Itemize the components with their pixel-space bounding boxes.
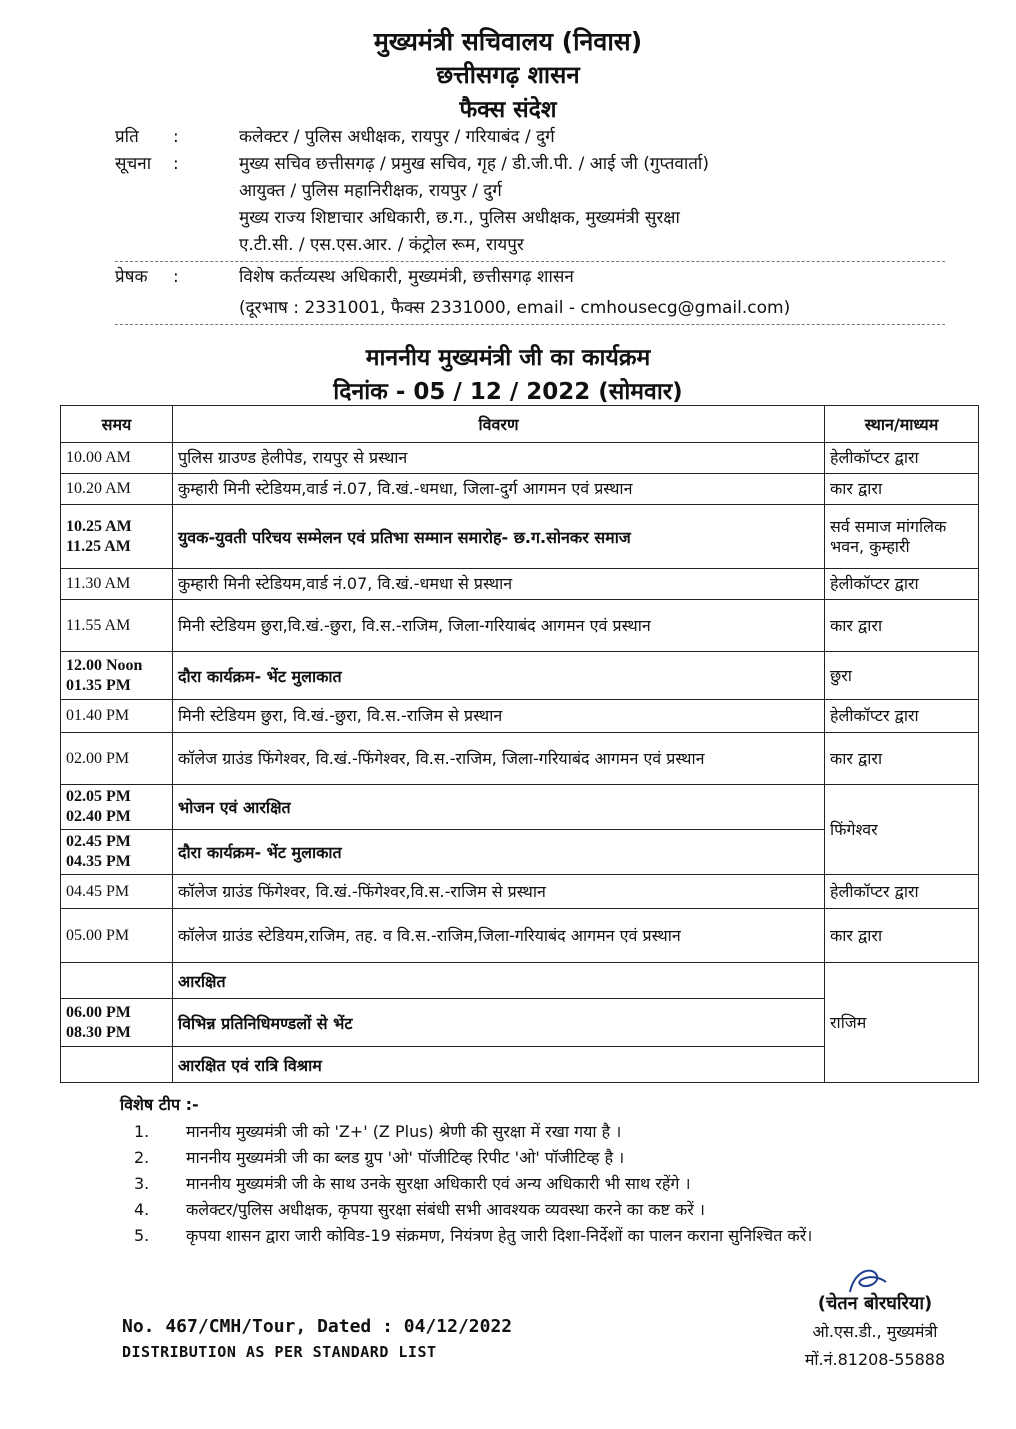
description-cell: आरक्षित — [173, 963, 825, 999]
description-cell: कॉलेज ग्राउंड फिंगेश्वर, वि.खं.-फिंगेश्वर, वि.स.-राजिम, जिला-गरियाबंद आगमन एवं प्रस्थान — [173, 733, 825, 785]
time-cell — [61, 999, 173, 1047]
office-title: मुख्यमंत्री सचिवालय (निवास) — [373, 27, 643, 56]
suchna-row — [115, 151, 945, 178]
description-cell: कॉलेज ग्राउंड फिंगेश्वर, वि.खं.-फिंगेश्वर,वि.स.-राजिम से प्रस्थान — [173, 875, 825, 909]
note-text: माननीय मुख्यमंत्री जी को 'Z+' (Z Plus) श्रेणी की सुरक्षा में रखा गया है । — [186, 1122, 622, 1141]
column-header-description: विवरण — [173, 406, 825, 443]
place-cell: हेलीकॉप्टर द्वारा — [825, 875, 979, 909]
note-number: 5. — [134, 1226, 150, 1245]
description-cell: आरक्षित एवं रात्रि विश्राम — [173, 1047, 825, 1083]
start-time: 12.00 Noon — [66, 656, 143, 674]
place-cell: हेलीकॉप्टर द्वारा — [825, 443, 979, 474]
colon: : — [173, 267, 179, 287]
end-time: 08.30 PM — [66, 1023, 131, 1041]
table-row — [61, 700, 979, 733]
preshak-value: विशेष कर्तव्यस्थ अधिकारी, मुख्यमंत्री, छत्तीसगढ़ शासन — [239, 267, 574, 287]
signatory-phone: मों.नं.81208-55888 — [804, 1350, 946, 1369]
time-cell: 11.55 AM — [61, 600, 173, 652]
description-cell: कुम्हारी मिनी स्टेडियम,वार्ड नं.07, वि.खं.-धमधा, जिला-दुर्ग आगमन एवं प्रस्थान — [173, 474, 825, 505]
description-cell: मिनी स्टेडियम छुरा,वि.खं.-छुरा, वि.स.-राजिम, जिला-गरियाबंद आगमन एवं प्रस्थान — [173, 600, 825, 652]
table-row — [61, 474, 979, 505]
time-cell — [61, 652, 173, 700]
description-cell: कॉलेज ग्राउंड स्टेडियम,राजिम, तह. व वि.स.-राजिम,जिला-गरियाबंद आगमन एवं प्रस्थान — [173, 909, 825, 963]
time-cell: 05.00 PM — [61, 909, 173, 963]
time-cell: 04.45 PM — [61, 875, 173, 909]
divider — [115, 324, 945, 325]
place-cell: कार द्वारा — [825, 733, 979, 785]
list-item — [120, 1119, 960, 1145]
description-cell: दौरा कार्यक्रम- भेंट मुलाकात — [173, 830, 825, 875]
table-row — [61, 733, 979, 785]
signatory-name: (चेतन बोरघरिया) — [817, 1293, 933, 1314]
recipients-block — [115, 124, 945, 327]
note-text: कलेक्टर/पुलिस अधीक्षक, कृपया सुरक्षा संबंधी सभी आवश्यक व्यवस्था करने का कष्ट करें । — [186, 1200, 705, 1219]
divider — [115, 261, 945, 262]
suchna-line: ए.टी.सी. / एस.एस.आर. / कंट्रोल रूम, रायपुर — [239, 235, 524, 255]
time-cell: 10.00 AM — [61, 443, 173, 474]
end-time: 02.40 PM — [66, 808, 131, 825]
reference-block — [122, 1316, 512, 1361]
column-header-place: स्थान/माध्यम — [825, 406, 979, 443]
note-number: 1. — [134, 1122, 150, 1141]
contact-line: (दूरभाष : 2331001, फैक्स 2331000, email - cmhousecg@gmail.com) — [239, 298, 791, 318]
table-row — [61, 652, 979, 700]
description-cell: कुम्हारी मिनी स्टेडियम,वार्ड नं.07, वि.खं.-धमधा से प्रस्थान — [173, 569, 825, 600]
schedule-table — [60, 405, 979, 1083]
table-row — [61, 443, 979, 474]
description-cell: युवक-युवती परिचय सम्मेलन एवं प्रतिभा सम्मान समारोह- छ.ग.सोनकर समाज — [173, 505, 825, 569]
preshak-row — [115, 264, 945, 291]
description-cell: दौरा कार्यक्रम- भेंट मुलाकात — [173, 652, 825, 700]
end-time: 11.25 AM — [66, 537, 131, 555]
note-number: 2. — [134, 1148, 150, 1167]
time-cell — [61, 505, 173, 569]
note-text: कृपया शासन द्वारा जारी कोविड-19 संक्रमण, नियंत्रण हेतु जारी दिशा-निर्देशों का पालन कराना सुनिश्चित करें। — [186, 1226, 813, 1245]
place-cell: कार द्वारा — [825, 909, 979, 963]
start-time: 06.00 PM — [66, 1003, 131, 1021]
time-cell: 10.20 AM — [61, 474, 173, 505]
description-cell: विभिन्न प्रतिनिधिमण्डलों से भेंट — [173, 999, 825, 1047]
place-cell: राजिम — [825, 963, 979, 1083]
description-cell: पुलिस ग्राउण्ड हेलीपेड, रायपुर से प्रस्थान — [173, 443, 825, 474]
start-time: 10.25 AM — [66, 517, 132, 535]
suchna-line: मुख्य सचिव छत्तीसगढ़ / प्रमुख सचिव, गृह / डी.जी.पी. / आई जी (गुप्तवार्ता) — [239, 154, 709, 174]
description-cell: मिनी स्टेडियम छुरा, वि.खं.-छुरा, वि.स.-राजिम से प्रस्थान — [173, 700, 825, 733]
table-row — [61, 505, 979, 569]
end-time: 04.35 PM — [66, 853, 131, 870]
signatory-title: ओ.एस.डी., मुख्यमंत्री — [812, 1322, 938, 1341]
prati-value: कलेक्टर / पुलिस अधीक्षक, रायपुर / गरियाबंद / दुर्ग — [239, 127, 555, 147]
prati-label: प्रति — [115, 127, 139, 147]
program-date: दिनांक - 05 / 12 / 2022 (सोमवार) — [333, 379, 683, 405]
preshak-label: प्रेषक — [115, 267, 148, 287]
special-notes — [120, 1093, 960, 1249]
distribution-note: DISTRIBUTION AS PER STANDARD LIST — [122, 1343, 437, 1361]
time-cell: 02.00 PM — [61, 733, 173, 785]
prati-row — [115, 124, 945, 151]
list-item — [120, 1145, 960, 1171]
note-text: माननीय मुख्यमंत्री जी के साथ उनके सुरक्षा अधिकारी एवं अन्य अधिकारी भी साथ रहेंगे । — [186, 1174, 691, 1193]
table-row — [61, 600, 979, 652]
colon: : — [173, 127, 179, 147]
end-time: 01.35 PM — [66, 676, 131, 694]
time-cell — [61, 830, 173, 875]
table-row — [61, 569, 979, 600]
place-cell: कार द्वारा — [825, 474, 979, 505]
colon: : — [173, 154, 179, 174]
note-number: 3. — [134, 1174, 150, 1193]
place-cell: सर्व समाज मांगलिक भवन, कुम्हारी — [825, 505, 979, 569]
fax-message-title: फैक्स संदेश — [459, 97, 557, 123]
suchna-line: आयुक्त / पुलिस महानिरीक्षक, रायपुर / दुर्ग — [239, 181, 502, 201]
start-time: 02.45 PM — [66, 833, 131, 850]
place-cell: छुरा — [825, 652, 979, 700]
suchna-line: मुख्य राज्य शिष्टाचार अधिकारी, छ.ग., पुलिस अधीक्षक, मुख्यमंत्री सुरक्षा — [239, 208, 680, 228]
table-header-row — [61, 406, 979, 443]
reference-number: No. 467/CMH/Tour, Dated : 04/12/2022 — [122, 1316, 513, 1337]
table-row — [61, 875, 979, 909]
table-row — [61, 909, 979, 963]
note-number: 4. — [134, 1200, 150, 1219]
list-item — [120, 1223, 960, 1249]
place-cell: हेलीकॉप्टर द्वारा — [825, 700, 979, 733]
program-title: माननीय मुख्यमंत्री जी का कार्यक्रम — [365, 345, 651, 371]
note-text: माननीय मुख्यमंत्री जी का ब्लड ग्रुप 'ओ' पॉजीटिव्ह रिपीट 'ओ' पॉजीटिव्ह है । — [186, 1148, 625, 1167]
time-cell: 11.30 AM — [61, 569, 173, 600]
list-item — [120, 1171, 960, 1197]
special-notes-title: विशेष टीप :- — [120, 1095, 199, 1114]
description-cell: भोजन एवं आरक्षित — [173, 785, 825, 830]
start-time: 02.05 PM — [66, 788, 131, 805]
place-cell: कार द्वारा — [825, 600, 979, 652]
time-cell — [61, 1047, 173, 1083]
table-row — [61, 963, 979, 999]
table-row — [61, 785, 979, 830]
list-item — [120, 1197, 960, 1223]
government-title: छत्तीसगढ़ शासन — [436, 61, 580, 89]
place-cell: हेलीकॉप्टर द्वारा — [825, 569, 979, 600]
place-cell: फिंगेश्वर — [825, 785, 979, 875]
column-header-time: समय — [61, 406, 173, 443]
time-cell — [61, 963, 173, 999]
time-cell: 01.40 PM — [61, 700, 173, 733]
signatory-block — [770, 1290, 980, 1374]
suchna-label: सूचना — [115, 154, 152, 174]
time-cell — [61, 785, 173, 830]
